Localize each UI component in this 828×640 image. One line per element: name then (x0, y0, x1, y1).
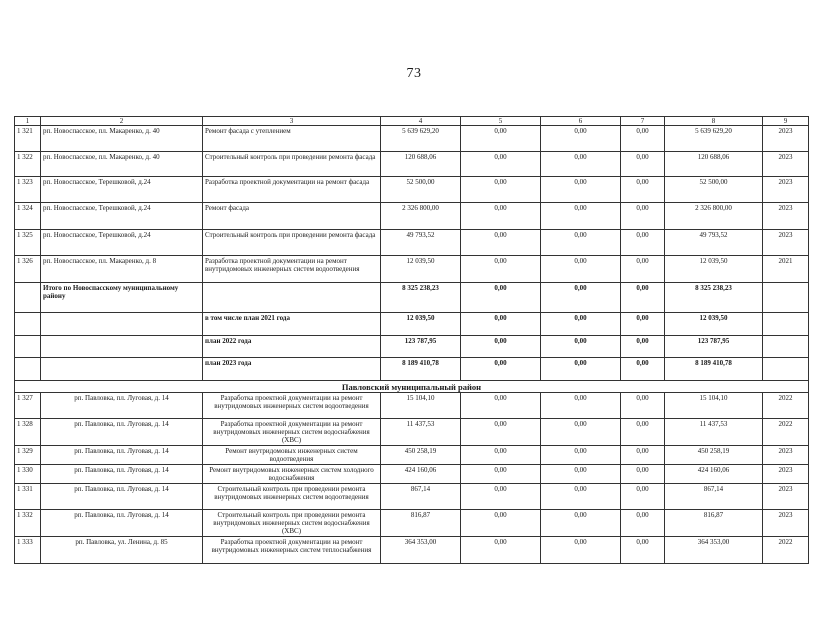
amount-cell: 0,00 (621, 336, 665, 358)
table-row (15, 510, 809, 537)
address-cell: рп. Новоспасское, Терешковой, д.24 (41, 230, 203, 256)
amount-total-cell: 12 039,50 (381, 313, 461, 336)
amount-total-cell: 867,14 (381, 484, 461, 510)
row-number: 1 328 (15, 419, 41, 446)
column-header: 7 (621, 117, 665, 126)
row-number: 1 323 (15, 177, 41, 203)
amount-owner-cell: 816,87 (665, 510, 763, 537)
table-row (15, 256, 809, 283)
amount-owner-cell: 2 326 800,00 (665, 203, 763, 230)
amount-total-cell: 120 688,06 (381, 152, 461, 177)
work-description-cell: Ремонт внутридомовых инженерных систем холодного водоснабжения (203, 465, 381, 484)
year-cell: 2023 (763, 484, 809, 510)
column-header: 9 (763, 117, 809, 126)
amount-cell: 0,00 (621, 203, 665, 230)
register-body (15, 126, 809, 564)
total-label: Итого по Новоспасскому муниципальному району (41, 283, 203, 313)
empty-cell (15, 336, 41, 358)
work-description-cell: Разработка проектной документации на ремонт внутридомовых инженерных систем теплоснабжения (203, 537, 381, 564)
year-cell: 2023 (763, 230, 809, 256)
region-header-row (15, 381, 809, 393)
amount-owner-cell: 120 688,06 (665, 152, 763, 177)
address-cell: рп. Новоспасское, Терешковой, д.24 (41, 177, 203, 203)
empty-cell (15, 358, 41, 381)
amount-cell: 0,00 (461, 393, 541, 419)
table-row (15, 177, 809, 203)
column-header: 2 (41, 117, 203, 126)
total-row (15, 358, 809, 381)
amount-cell: 0,00 (461, 419, 541, 446)
amount-cell: 0,00 (621, 256, 665, 283)
amount-cell: 0,00 (541, 283, 621, 313)
empty-cell (763, 336, 809, 358)
amount-total-cell: 52 500,00 (381, 177, 461, 203)
amount-owner-cell: 123 787,95 (665, 336, 763, 358)
amount-cell: 0,00 (541, 537, 621, 564)
year-cell: 2023 (763, 126, 809, 152)
table-row (15, 537, 809, 564)
table-row (15, 446, 809, 465)
amount-cell: 0,00 (541, 465, 621, 484)
amount-cell: 0,00 (461, 177, 541, 203)
amount-total-cell: 123 787,95 (381, 336, 461, 358)
address-cell: рп. Павловка, пл. Луговая, д. 14 (41, 484, 203, 510)
row-number: 1 321 (15, 126, 41, 152)
row-number: 1 326 (15, 256, 41, 283)
work-description-cell: Разработка проектной документации на ремонт внутридомовых инженерных систем водоотведения (203, 393, 381, 419)
amount-cell: 0,00 (461, 256, 541, 283)
table-row (15, 230, 809, 256)
total-row (15, 283, 809, 313)
amount-owner-cell: 450 258,19 (665, 446, 763, 465)
amount-owner-cell: 5 639 629,20 (665, 126, 763, 152)
address-cell: рп. Новоспасское, пл. Макаренко, д. 8 (41, 256, 203, 283)
amount-cell: 0,00 (541, 336, 621, 358)
empty-cell (15, 313, 41, 336)
amount-cell: 0,00 (461, 230, 541, 256)
amount-owner-cell: 8 189 410,78 (665, 358, 763, 381)
work-description-cell: Ремонт фасада с утеплением (203, 126, 381, 152)
amount-total-cell: 8 189 410,78 (381, 358, 461, 381)
amount-cell: 0,00 (461, 203, 541, 230)
empty-cell (763, 358, 809, 381)
amount-cell: 0,00 (541, 256, 621, 283)
amount-cell: 0,00 (541, 177, 621, 203)
amount-owner-cell: 11 437,53 (665, 419, 763, 446)
year-cell: 2023 (763, 510, 809, 537)
amount-cell: 0,00 (621, 358, 665, 381)
subtotal-label: в том числе план 2021 года (203, 313, 381, 336)
subtotal-label: план 2022 года (203, 336, 381, 358)
amount-cell: 0,00 (621, 283, 665, 313)
column-header: 1 (15, 117, 41, 126)
table-row (15, 126, 809, 152)
empty-cell (41, 336, 203, 358)
amount-cell: 0,00 (621, 126, 665, 152)
amount-cell: 0,00 (621, 152, 665, 177)
amount-total-cell: 49 793,52 (381, 230, 461, 256)
amount-cell: 0,00 (541, 126, 621, 152)
table-row (15, 152, 809, 177)
amount-cell: 0,00 (621, 177, 665, 203)
column-header: 6 (541, 117, 621, 126)
table-row (15, 484, 809, 510)
amount-cell: 0,00 (541, 393, 621, 419)
amount-cell: 0,00 (621, 510, 665, 537)
empty-cell (203, 283, 381, 313)
register-table (14, 116, 809, 564)
address-cell: рп. Павловка, пл. Луговая, д. 14 (41, 465, 203, 484)
year-cell: 2021 (763, 256, 809, 283)
year-cell: 2023 (763, 152, 809, 177)
year-cell: 2023 (763, 465, 809, 484)
amount-cell: 0,00 (461, 152, 541, 177)
work-description-cell: Разработка проектной документации на ремонт внутридомовых инженерных систем водоснабжения (ХВС) (203, 419, 381, 446)
amount-cell: 0,00 (461, 126, 541, 152)
address-cell: рп. Новоспасское, пл. Макаренко, д. 40 (41, 152, 203, 177)
work-description-cell: Строительный контроль при проведении ремонта фасада (203, 230, 381, 256)
empty-cell (15, 283, 41, 313)
work-description-cell: Строительный контроль при проведении ремонта фасада (203, 152, 381, 177)
page-number: 73 (406, 66, 422, 81)
year-cell: 2022 (763, 537, 809, 564)
amount-owner-cell: 12 039,50 (665, 313, 763, 336)
year-cell: 2023 (763, 177, 809, 203)
empty-cell (763, 313, 809, 336)
region-title: Павловский муниципальный район (15, 381, 809, 393)
amount-owner-cell: 424 160,06 (665, 465, 763, 484)
amount-cell: 0,00 (621, 484, 665, 510)
table-row (15, 465, 809, 484)
row-number: 1 330 (15, 465, 41, 484)
amount-total-cell: 450 258,19 (381, 446, 461, 465)
amount-cell: 0,00 (541, 203, 621, 230)
column-header: 5 (461, 117, 541, 126)
total-row (15, 336, 809, 358)
amount-total-cell: 12 039,50 (381, 256, 461, 283)
amount-cell: 0,00 (541, 358, 621, 381)
column-number-row (15, 117, 809, 126)
amount-total-cell: 364 353,00 (381, 537, 461, 564)
amount-total-cell: 2 326 800,00 (381, 203, 461, 230)
work-description-cell: Строительный контроль при проведении ремонта внутридомовых инженерных систем водоотведения (203, 484, 381, 510)
row-number: 1 322 (15, 152, 41, 177)
column-header: 3 (203, 117, 381, 126)
work-description-cell: Разработка проектной документации на ремонт фасада (203, 177, 381, 203)
address-cell: рп. Павловка, пл. Луговая, д. 14 (41, 393, 203, 419)
year-cell: 2022 (763, 393, 809, 419)
amount-cell: 0,00 (461, 446, 541, 465)
row-number: 1 329 (15, 446, 41, 465)
column-header: 8 (665, 117, 763, 126)
amount-cell: 0,00 (461, 484, 541, 510)
row-number: 1 331 (15, 484, 41, 510)
address-cell: рп. Павловка, пл. Луговая, д. 14 (41, 419, 203, 446)
amount-owner-cell: 8 325 238,23 (665, 283, 763, 313)
amount-cell: 0,00 (541, 446, 621, 465)
amount-total-cell: 11 437,53 (381, 419, 461, 446)
year-cell: 2023 (763, 446, 809, 465)
table-row (15, 419, 809, 446)
row-number: 1 324 (15, 203, 41, 230)
amount-owner-cell: 12 039,50 (665, 256, 763, 283)
subtotal-label: план 2023 года (203, 358, 381, 381)
amount-cell: 0,00 (621, 393, 665, 419)
work-description-cell: Ремонт фасада (203, 203, 381, 230)
amount-owner-cell: 867,14 (665, 484, 763, 510)
row-number: 1 325 (15, 230, 41, 256)
work-description-cell: Строительный контроль при проведении ремонта внутридомовых инженерных систем водоснабжения (ХВС) (203, 510, 381, 537)
amount-cell: 0,00 (541, 152, 621, 177)
table-row (15, 393, 809, 419)
amount-cell: 0,00 (541, 484, 621, 510)
amount-owner-cell: 52 500,00 (665, 177, 763, 203)
amount-cell: 0,00 (541, 510, 621, 537)
address-cell: рп. Павловка, ул. Ленина, д. 85 (41, 537, 203, 564)
amount-cell: 0,00 (621, 419, 665, 446)
amount-owner-cell: 364 353,00 (665, 537, 763, 564)
total-row (15, 313, 809, 336)
empty-cell (41, 358, 203, 381)
row-number: 1 333 (15, 537, 41, 564)
amount-cell: 0,00 (541, 230, 621, 256)
address-cell: рп. Новоспасское, пл. Макаренко, д. 40 (41, 126, 203, 152)
amount-owner-cell: 15 104,10 (665, 393, 763, 419)
amount-total-cell: 5 639 629,20 (381, 126, 461, 152)
amount-cell: 0,00 (541, 313, 621, 336)
amount-cell: 0,00 (461, 358, 541, 381)
amount-cell: 0,00 (621, 230, 665, 256)
amount-total-cell: 15 104,10 (381, 393, 461, 419)
amount-owner-cell: 49 793,52 (665, 230, 763, 256)
amount-cell: 0,00 (621, 446, 665, 465)
row-number: 1 327 (15, 393, 41, 419)
year-cell: 2023 (763, 203, 809, 230)
amount-cell: 0,00 (461, 283, 541, 313)
empty-cell (41, 313, 203, 336)
amount-total-cell: 816,87 (381, 510, 461, 537)
address-cell: рп. Павловка, пл. Луговая, д. 14 (41, 510, 203, 537)
amount-total-cell: 8 325 238,23 (381, 283, 461, 313)
year-cell: 2022 (763, 419, 809, 446)
address-cell: рп. Павловка, пл. Луговая, д. 14 (41, 446, 203, 465)
amount-cell: 0,00 (461, 465, 541, 484)
amount-cell: 0,00 (621, 537, 665, 564)
amount-cell: 0,00 (461, 537, 541, 564)
amount-cell: 0,00 (461, 313, 541, 336)
empty-cell (763, 283, 809, 313)
work-description-cell: Разработка проектной документации на ремонт внутридомовых инженерных систем водоотведения (203, 256, 381, 283)
table-row (15, 203, 809, 230)
amount-total-cell: 424 160,06 (381, 465, 461, 484)
amount-cell: 0,00 (621, 313, 665, 336)
column-header: 4 (381, 117, 461, 126)
amount-cell: 0,00 (621, 465, 665, 484)
amount-cell: 0,00 (461, 510, 541, 537)
amount-cell: 0,00 (541, 419, 621, 446)
work-description-cell: Ремонт внутридомовых инженерных систем водоотведения (203, 446, 381, 465)
address-cell: рп. Новоспасское, Терешковой, д.24 (41, 203, 203, 230)
row-number: 1 332 (15, 510, 41, 537)
amount-cell: 0,00 (461, 336, 541, 358)
